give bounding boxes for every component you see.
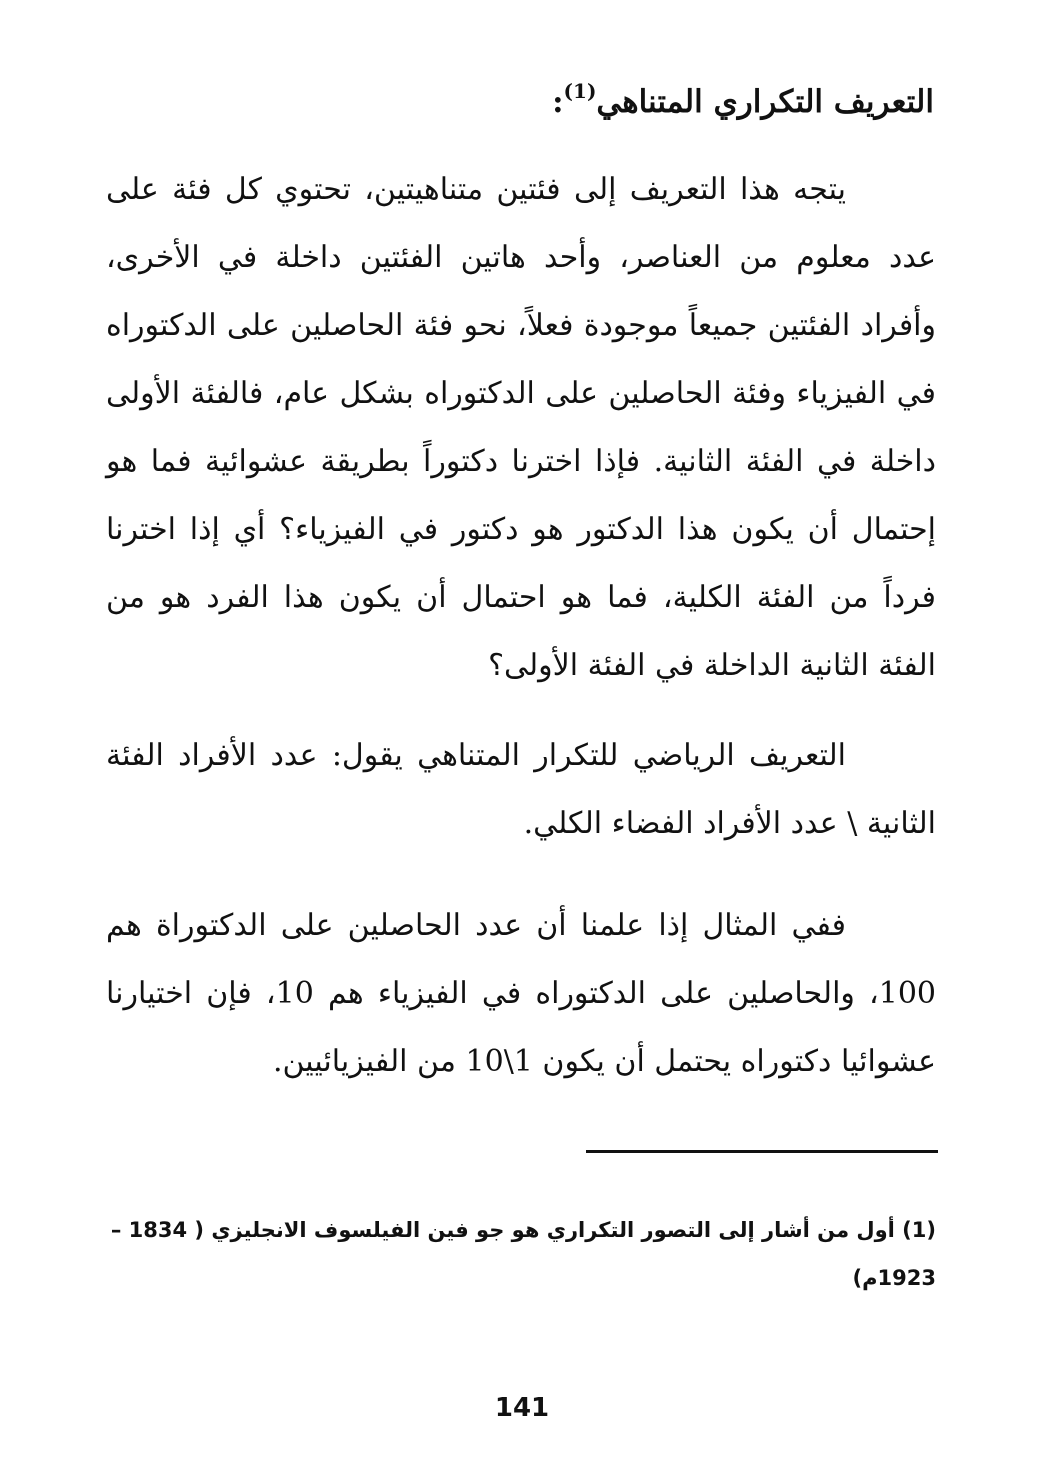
- paragraph-formula: [106, 722, 936, 858]
- footnote-separator: [586, 1150, 938, 1153]
- paragraph-text: التعريف الرياضي للتكرار المتناهي يقول: عدد الأفراد الفئة الثانية \ عدد الأفراد الفضاء الكلي.: [106, 738, 936, 841]
- section-heading: [552, 66, 934, 127]
- heading-colon: :: [552, 84, 564, 120]
- section-heading-title: التعريف التكراري المتناهي: [596, 84, 934, 120]
- paragraph-example: [106, 892, 936, 1096]
- paragraph-text: يتجه هذا التعريف إلى فئتين متناهيتين، تحتوي كل فئة على عدد معلوم من العناصر، وأحد هاتين الفئتين داخلة في الأخرى، وأفراد الفئتين جميعاً موجودة فعلاً، نحو فئة الحاصلين على الدكتوراه في الفيزياء وفئة الحاصلين على الدكتوراه بشكل عام، فالفئة الأولى داخلة في الفئة الثانية. فإذا اخترنا دكتوراً بطريقة عشوائية فما هو إحتمال أن يكون هذا الدكتور هو دكتور في الفيزياء؟ أي إذا اخترنا فرداً من الفئة الكلية، فما هو احتمال أن يكون هذا الفرد هو من الفئة الثانية الداخلة في الفئة الأولى؟: [106, 172, 936, 683]
- footnote-reference[interactable]: (1): [563, 79, 597, 103]
- page-number: 141: [494, 1393, 550, 1423]
- paragraph-text: ففي المثال إذا علمنا أن عدد الحاصلين على الدكتوراة هم 100، والحاصلين على الدكتوراه في الفيزياء هم 10، فإن اختيارنا عشوائيا دكتوراه يحتمل أن يكون 1\10 من الفيزيائيين.: [106, 908, 936, 1079]
- footnote: (1) أول من أشار إلى التصور التكراري هو جو فين الفيلسوف الانجليزي ( 1834 – 1923م): [110, 1218, 936, 1290]
- paragraph-definition: [106, 156, 936, 700]
